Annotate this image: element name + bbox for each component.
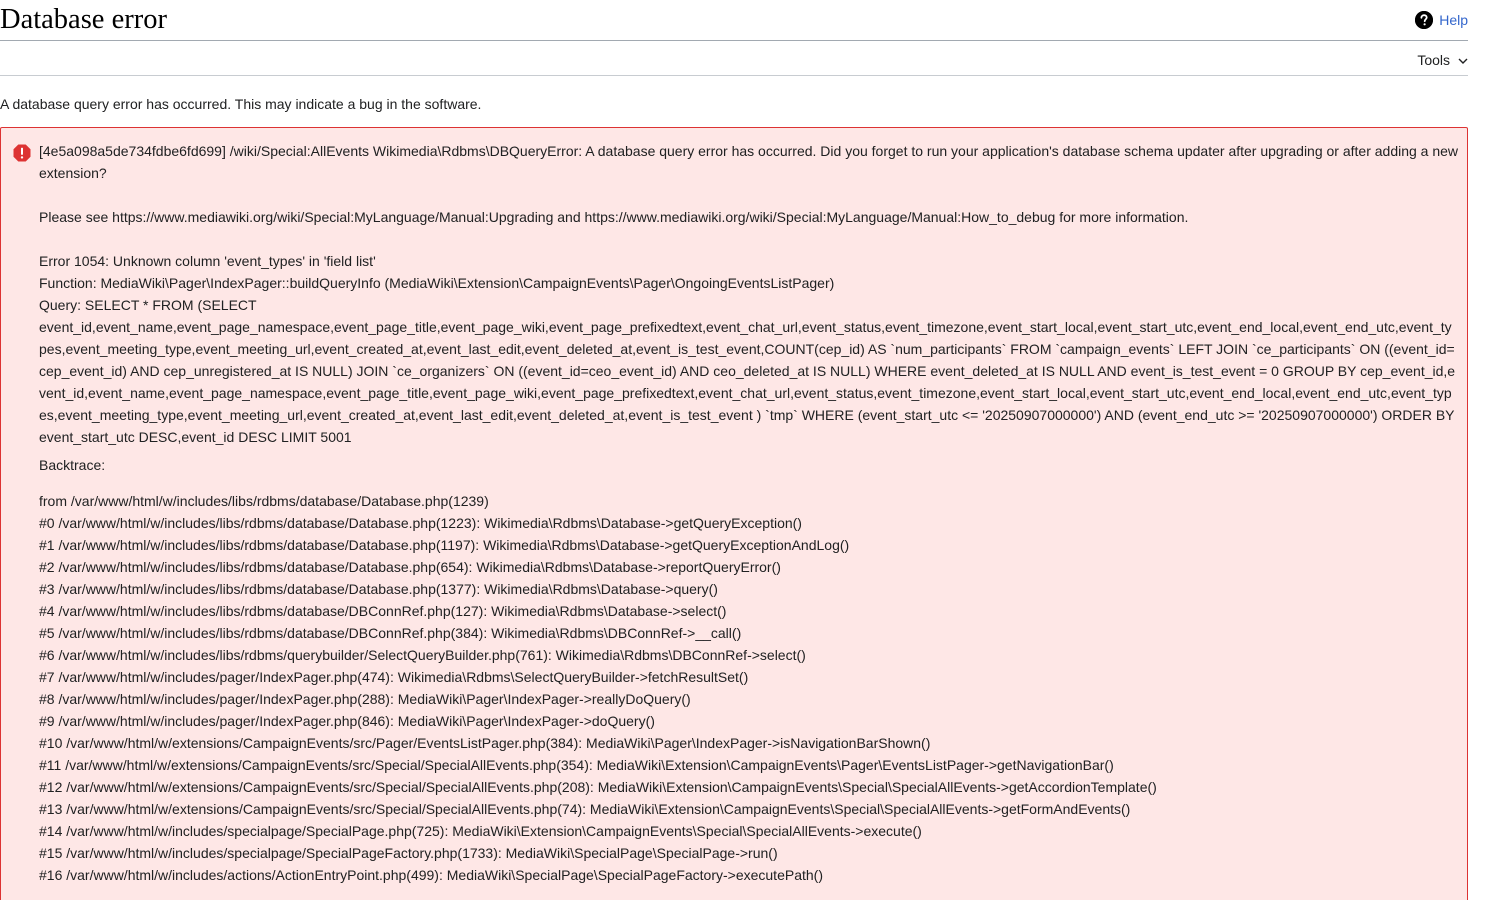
backtrace-line: #3 /var/www/html/w/includes/libs/rdbms/database/Database.php(1377): Wikimedia\Rdbms\Database->query() [39,581,718,597]
page-header [0,0,1468,41]
backtrace-line: #0 /var/www/html/w/includes/libs/rdbms/database/Database.php(1223): Wikimedia\Rdbms\Database->getQueryException() [39,515,802,531]
backtrace-line: #16 /var/www/html/w/includes/actions/ActionEntryPoint.php(499): MediaWiki\SpecialPage\SpecialPageFactory->executePath() [39,867,823,883]
help-icon [1415,11,1433,29]
backtrace-line: #12 /var/www/html/w/extensions/CampaignEvents/src/Special/SpecialAllEvents.php(208): MediaWiki\Extension\CampaignEvents\Special\SpecialAllEvents->getAccordionTemplate() [39,779,1157,795]
backtrace-line: #5 /var/www/html/w/includes/libs/rdbms/database/DBConnRef.php(384): Wikimedia\Rdbms\DBConnRef->__call() [39,625,742,641]
page-toolbar [0,41,1468,76]
backtrace-list [39,490,1459,886]
backtrace-label: Backtrace: [39,457,106,473]
backtrace-line: #11 /var/www/html/w/extensions/CampaignEvents/src/Special/SpecialAllEvents.php(354): MediaWiki\Extension\CampaignEvents\Pager\EventsListPager->getNavigationBar() [39,757,1114,773]
backtrace-line: #4 /var/www/html/w/includes/libs/rdbms/database/DBConnRef.php(127): Wikimedia\Rdbms\Database->select() [39,603,727,619]
error-code-line: Error 1054: Unknown column 'event_types' in 'field list' [39,253,376,269]
query-body: event_id,event_name,event_page_namespace,event_page_title,event_page_wiki,event_page_prefixedtext,event_chat_url,event_status,event_timezone,event_start_local,event_start_utc,event_end_local,event_end_utc,event_types,event_meeting_type,event_meeting_url,event_created_at,event_last_edit,event_deleted_at,event_is_test_event,COUNT(cep_id) AS `num_participants` FROM `campaign_events` LEFT JOIN `ce_participants` ON ((event_id=cep_event_id) AND cep_unregistered_at IS NULL) JOIN `ce_organizers` ON ((event_id=ceo_event_id) AND ceo_deleted_at IS NULL) WHERE event_deleted_at IS NULL AND event_is_test_event = 0 GROUP BY cep_event_id,event_id,event_name,event_page_namespace,event_page_title,event_page_wiki,event_page_prefixedtext,event_chat_url,event_status,event_timezone,event_start_local,event_start_utc,event_end_local,event_end_utc,event_types,event_meeting_type,event_meeting_url,event_created_at,event_last_edit,event_deleted_at,event_is_test_event ) `tmp` WHERE (event_start_utc <= '20250907000000') AND (event_end_utc >= '20250907000000') ORDER BY event_start_utc DESC,event_id DESC LIMIT 5001 [39,319,1456,445]
page-title: Database error [0,4,167,35]
backtrace-line: #10 /var/www/html/w/extensions/CampaignEvents/src/Pager/EventsListPager.php(384): MediaWiki\Pager\IndexPager->isNavigationBarShown() [39,735,931,751]
help-label[interactable]: Help [1439,12,1468,28]
backtrace-line: #2 /var/www/html/w/includes/libs/rdbms/database/Database.php(654): Wikimedia\Rdbms\Database->reportQueryError() [39,559,781,575]
backtrace-line: #1 /var/www/html/w/includes/libs/rdbms/database/Database.php(1197): Wikimedia\Rdbms\Database->getQueryExceptionAndLog() [39,537,850,553]
query-line: Query: SELECT * FROM (SELECT [39,297,257,313]
error-message-box [0,127,1468,900]
backtrace-line: from /var/www/html/w/includes/libs/rdbms/database/Database.php(1239) [39,493,489,509]
function-line: Function: MediaWiki\Pager\IndexPager::buildQueryInfo (MediaWiki\Extension\CampaignEvents\Pager\OngoingEventsListPager) [39,275,835,291]
backtrace-line: #14 /var/www/html/w/includes/specialpage/SpecialPage.php(725): MediaWiki\Extension\CampaignEvents\Special\SpecialAllEvents->execute() [39,823,922,839]
tools-label[interactable]: Tools [1417,52,1450,68]
backtrace-line: #8 /var/www/html/w/includes/pager/IndexPager.php(288): MediaWiki\Pager\IndexPager->reallyDoQuery() [39,691,691,707]
backtrace-line: #15 /var/www/html/w/includes/specialpage/SpecialPageFactory.php(1733): MediaWiki\SpecialPage\SpecialPage->run() [39,845,778,861]
see-more-info: Please see https://www.mediawiki.org/wiki/Special:MyLanguage/Manual:Upgrading and https://www.mediawiki.org/wiki/Special:MyLanguage/Manual:How_to_debug for more information. [39,209,1189,225]
tools-menu-button[interactable] [1417,52,1468,68]
error-icon [13,144,31,162]
backtrace-line: #7 /var/www/html/w/includes/pager/IndexPager.php(474): Wikimedia\Rdbms\SelectQueryBuilder->fetchResultSet() [39,669,749,685]
backtrace-line: #6 /var/www/html/w/includes/libs/rdbms/querybuilder/SelectQueryBuilder.php(761): Wikimedia\Rdbms\DBConnRef->select() [39,647,806,663]
error-summary: [4e5a098a5de734fdbe6fd699] /wiki/Special:AllEvents Wikimedia\Rdbms\DBQueryError: A database query error has occurred. Did you forget to run your application's database schema updater after upgrading or after adding a new extension? [39,143,1459,181]
intro-text: A database query error has occurred. This may indicate a bug in the software. [0,96,482,112]
backtrace-line: #9 /var/www/html/w/includes/pager/IndexPager.php(846): MediaWiki\Pager\IndexPager->doQuery() [39,713,655,729]
help-link[interactable] [1415,11,1468,29]
chevron-down-icon [1458,52,1468,68]
backtrace-line: #13 /var/www/html/w/extensions/CampaignEvents/src/Special/SpecialAllEvents.php(74): MediaWiki\Extension\CampaignEvents\Special\SpecialAllEvents->getFormAndEvents() [39,801,1131,817]
error-content [39,140,1459,886]
